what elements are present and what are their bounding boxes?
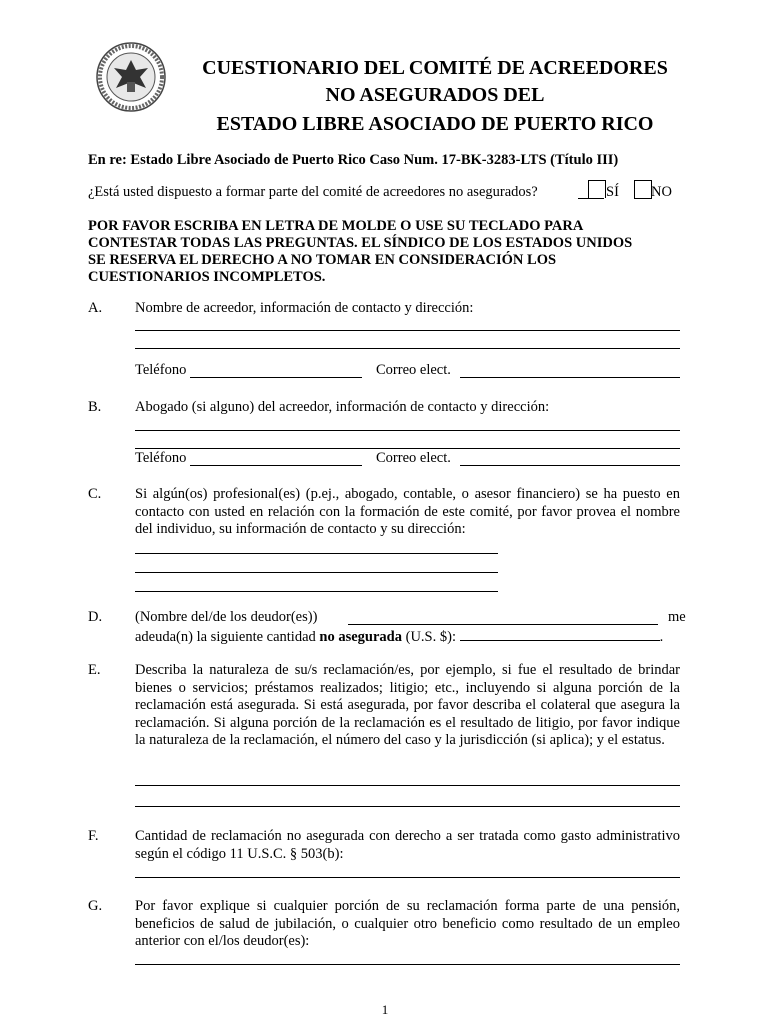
section-e-input-2[interactable] — [135, 806, 680, 807]
section-e-input-1[interactable] — [135, 785, 680, 786]
section-d-debtor-label: (Nombre del/de los deudor(es)) — [135, 609, 318, 625]
title-line-2: NO ASEGURADOS DEL — [325, 84, 545, 106]
notice-line: CONTESTAR TODAS LAS PREGUNTAS. EL SÍNDICO DE LOS ESTADOS UNIDOS — [88, 235, 633, 251]
title-line-3: ESTADO LIBRE ASOCIADO DE PUERTO RICO — [216, 113, 654, 135]
section-a-email-input[interactable] — [460, 377, 680, 378]
section-c-input-1[interactable] — [135, 553, 498, 554]
section-d-amount-input[interactable] — [460, 626, 660, 641]
section-b-phone-input[interactable] — [190, 465, 362, 466]
section-b-email-label: Correo elect. — [376, 450, 451, 466]
section-f-label: F. — [88, 828, 99, 844]
section-d-me: me — [668, 609, 686, 625]
section-b-text: Abogado (si alguno) del acreedor, información de contacto y dirección: — [135, 399, 550, 415]
section-b-input-1[interactable] — [135, 430, 680, 431]
section-g-label: G. — [88, 898, 103, 914]
section-d-label: D. — [88, 609, 103, 625]
yes-checkbox-baseline — [578, 198, 604, 199]
section-b-label: B. — [88, 399, 102, 415]
no-checkbox[interactable] — [634, 180, 652, 198]
section-d-debtor-input[interactable] — [348, 624, 658, 625]
title-line-1: CUESTIONARIO DEL COMITÉ DE ACREEDORES — [202, 57, 668, 79]
section-a-label: A. — [88, 300, 103, 316]
notice-block — [88, 218, 632, 286]
section-e-label: E. — [88, 662, 101, 678]
section-g-text: Por favor explique si cualquier porción de su reclamación forma parte de una pensión, beneficios de salud de jubilación, o cualquier otro beneficio como resultado de un empleo anterior con el/los deudor(es): — [135, 898, 680, 950]
section-b-input-2[interactable] — [135, 448, 680, 449]
section-f-input[interactable] — [135, 877, 680, 878]
section-e-text: Describa la naturaleza de su/s reclamación/es, por ejemplo, si fue el resultado de brindar bienes o servicios; préstamos realizados; litigio; etc., incluyendo si alguna porción de la reclamación está asegurada. Si está asegurada, por favor describa el colateral que asegura la reclamación. Si alguna porción de la reclamación es el resultado de litigio, por favor indique la naturaleza de la reclamación, el número del caso y la jurisdicción (si aplica); y el estatus. — [135, 662, 680, 749]
section-d-amount-line — [135, 626, 663, 646]
section-c-text: Si algún(os) profesional(es) (p.ej., abogado, contable, o asesor financiero) se ha puesto en contacto con usted en relación con la formación de este comité, por favor provea el nombre del individuo, su información de contacto y su dirección: — [135, 486, 680, 538]
notice-line: CUESTIONARIOS INCOMPLETOS. — [88, 269, 326, 285]
section-a-input-1[interactable] — [135, 330, 680, 331]
section-a-email-label: Correo elect. — [376, 362, 451, 378]
notice-line: SE RESERVA EL DERECHO A NO TOMAR EN CONSIDERACIÓN LOS — [88, 252, 557, 268]
notice-line: POR FAVOR ESCRIBA EN LETRA DE MOLDE O USE SU TECLADO PARA — [88, 218, 584, 234]
case-line: En re: Estado Libre Asociado de Puerto Rico Caso Num. 17-BK-3283-LTS (Título III) — [88, 152, 619, 168]
no-label: NO — [651, 184, 672, 200]
yes-label: SÍ — [606, 184, 619, 200]
no-checkbox-baseline — [634, 198, 652, 199]
page-number: 1 — [381, 1002, 389, 1017]
section-a-phone-input[interactable] — [190, 377, 362, 378]
section-d-owes-text: adeuda(n) la siguiente cantidad — [135, 629, 320, 645]
section-a-input-2[interactable] — [135, 348, 680, 349]
section-c-input-2[interactable] — [135, 572, 498, 573]
question-willing: ¿Está usted dispuesto a formar parte del comité de acreedores no asegurados? — [88, 184, 538, 200]
section-c-label: C. — [88, 486, 102, 502]
section-d-currency-text: (U.S. $): — [402, 629, 460, 645]
section-c-input-3[interactable] — [135, 591, 498, 592]
yes-checkbox[interactable] — [588, 180, 606, 198]
section-g-input[interactable] — [135, 964, 680, 965]
section-b-phone-label: Teléfono — [135, 450, 187, 466]
section-f-text: Cantidad de reclamación no asegurada con derecho a ser tratada como gasto administrativo según el código 11 U.S.C. § 503(b): — [135, 828, 680, 862]
section-b-email-input[interactable] — [460, 465, 680, 466]
section-a-text: Nombre de acreedor, información de contacto y dirección: — [135, 300, 474, 316]
section-a-phone-label: Teléfono — [135, 362, 187, 378]
section-d-end: . — [659, 629, 664, 645]
section-d-unsecured-text: no asegurada — [319, 629, 402, 645]
